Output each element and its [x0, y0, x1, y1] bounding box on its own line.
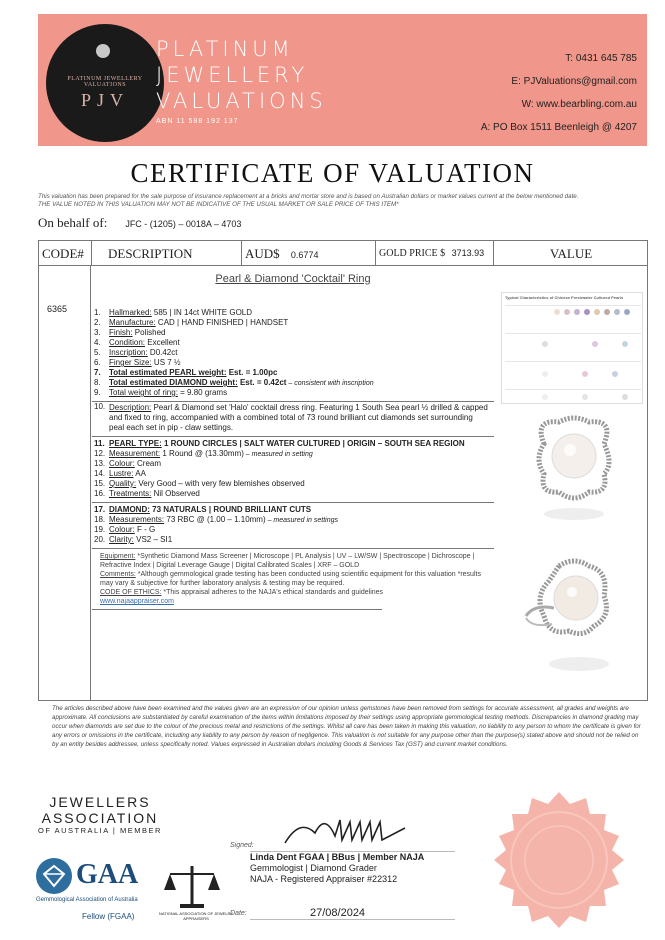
behalf-label: On behalf of:: [38, 215, 108, 230]
list-item: 17. DIAMOND: 73 NATURALS | ROUND BRILLIANT CUTS: [94, 505, 312, 514]
item-label: Hallmarked:: [109, 308, 152, 317]
date-line: [250, 919, 455, 920]
item-value: CAD | HAND FINISHED | HANDSET: [155, 318, 289, 327]
item-value: VS2 – SI1: [133, 535, 173, 544]
comments-label: Comments:: [100, 571, 136, 578]
email: E: PJValuations@gmail.com: [511, 76, 637, 87]
list-item: 13. Colour: Cream: [94, 459, 162, 468]
on-behalf-of: [38, 215, 241, 231]
list-item: 6. Finger Size: US 7 ½: [94, 358, 181, 367]
naja-scales-icon: [162, 862, 222, 910]
list-item: 16. Treatments: Nil Observed: [94, 489, 200, 498]
item-value: Nil Observed: [151, 489, 200, 498]
chart-title: Typical Characteristics of Chinese Freshwater Cultured Pearls: [505, 295, 624, 300]
pearl-icon: [564, 309, 570, 315]
list-item: 9. Total weight of ring: = 9.80 grams: [94, 388, 228, 397]
item-note: – measured in setting: [243, 451, 313, 458]
aud-header: [242, 241, 376, 266]
list-item: 1. Hallmarked: 585 | IN 14ct WHITE GOLD: [94, 308, 253, 317]
gold-label: GOLD PRICE $: [379, 248, 446, 259]
item-label: DIAMOND:: [109, 505, 150, 514]
jaa-line-1: JEWELLERS: [49, 794, 151, 810]
signature: [280, 808, 430, 850]
item-value: 585 | IN 14ct WHITE GOLD: [151, 308, 253, 317]
item-value: 73 NATURALS | ROUND BRILLIANT CUTS: [149, 505, 312, 514]
value-header: VALUE: [494, 241, 648, 266]
signer-title: Gemmologist | Diamond Grader: [250, 863, 377, 873]
item-value: D0.42ct: [147, 348, 178, 357]
item-label: Manufacture:: [109, 318, 156, 327]
item-value: Cream: [134, 459, 162, 468]
address: A: PO Box 1511 Beenleigh @ 4207: [480, 122, 637, 133]
item-value: F - G: [134, 525, 156, 534]
pearl-icon: [624, 309, 630, 315]
contact-info: [481, 47, 637, 139]
equipment-label: Equipment:: [100, 553, 136, 560]
list-item: 19. Colour: F - G: [94, 525, 156, 534]
legal-footnote: The articles described above have been examined and the values given are an expression of our opinion unless gemstones have been removed from settings for accurate assessment, all grades and weights are approximate. All conclusions are substantiated by careful examination of the items within limitations imposed by their settings using appropriate gemmological testing methods. Discrepancies in diamond grading may occur when diamonds are set due to the colour of the precious metal and restrictions of the settings. Whilst all care has been taken in making this valuation, no liability to any person to whom the certificate is given for any errors or omissions in the certificate, including any liability to any person by reason of negligence. This valuation is not suitable for any purpose other than the purpose(s) stated above and should not be relied on by an entity besides addressee, unless specifically noted. Values expressed in Australian dollars including Goods & Services Tax (GST) and current market conditions.: [52, 705, 641, 748]
item-label: Inscription:: [109, 348, 148, 357]
item-value: = 9.80 grams: [177, 388, 228, 397]
item-note: – consistent with inscription: [286, 380, 374, 387]
item-label: Finish:: [109, 328, 133, 337]
item-value: Very Good – with very few blemishes observed: [136, 479, 305, 488]
certificate-title: CERTIFICATE OF VALUATION: [130, 158, 535, 188]
gaa-diamond-icon: [36, 858, 72, 894]
jaa-line-2: ASSOCIATION: [41, 810, 159, 826]
item-label: Colour:: [109, 459, 135, 468]
item-value: Est. = 0.42ct: [237, 378, 287, 387]
website: W: www.bearbling.com.au: [521, 99, 637, 110]
valuation-table: [38, 240, 648, 701]
pearl-icon: [554, 309, 560, 315]
brand-name: [156, 36, 327, 114]
jaa-logo: [38, 794, 162, 835]
pearl-characteristics-chart: [501, 292, 643, 404]
code-header: CODE#: [39, 241, 92, 266]
list-item: 3. Finish: Polished: [94, 328, 166, 337]
code-value: 6365: [47, 304, 68, 314]
description-area: [92, 266, 494, 700]
abn-number: ABN 11 588 192 137: [156, 118, 239, 125]
item-value: US 7 ½: [151, 358, 181, 367]
list-item: 10. Description: Pearl & Diamond set 'Halo' cocktail dress ring. Featuring 1 South Sea pearl ½ drilled & capped and fixed to ring, accompanied with a combined total of 73 round brilliant cut diamonds set surrounding peal each set in pip - claw settings.: [94, 402, 488, 432]
ethics-value: *This appraisal adheres to the NAJA's ethical standards and guidelines: [161, 589, 384, 596]
pearl-icon: [542, 341, 548, 347]
item-label: Quality:: [109, 479, 137, 488]
brand-line-1: PLATINUM: [156, 37, 294, 61]
list-item: 5. Inscription: D0.42ct: [94, 348, 178, 357]
item-value: Est. = 1.00pc: [226, 368, 278, 377]
list-item: 2. Manufacture: CAD | HAND FINISHED | HANDSET: [94, 318, 289, 327]
pearl-icon: [582, 371, 588, 377]
item-value: 1 ROUND CIRCLES | SALT WATER CULTURED | ORIGIN – SOUTH SEA REGION: [161, 439, 465, 448]
item-label: Clarity:: [109, 535, 134, 544]
aud-label: AUD$: [245, 246, 280, 261]
disclaimer: [38, 193, 647, 209]
date-label: Date:: [230, 910, 247, 917]
list-item: 8. Total estimated DIAMOND weight: Est. = 0.42ct – consistent with inscription: [94, 378, 374, 387]
item-value: 73 RBC @ (1.00 – 1.10mm): [164, 515, 266, 524]
disclaimer-line-1: This valuation has been prepared for the sale purpose of insurance replacement at a bricks and mortar store and is based on Australian dollars or market values current at the below mentioned date.: [38, 193, 579, 200]
pearl-icon: [594, 309, 600, 315]
brand-line-2: JEWELLERY: [156, 63, 309, 87]
item-value: Polished: [132, 328, 166, 337]
pearl-icon: [604, 309, 610, 315]
item-label: Treatments:: [109, 489, 152, 498]
item-label: Colour:: [109, 525, 135, 534]
phone: T: 0431 645 785: [565, 53, 637, 64]
signer-block: [250, 852, 424, 885]
pearl-icon: [574, 309, 580, 315]
item-label: Measurement:: [109, 449, 161, 458]
signer-registration: NAJA - Registered Appraiser #22312: [250, 874, 398, 884]
naja-link[interactable]: www.najaappraiser.com: [100, 598, 174, 605]
aud-value: 0.6774: [290, 250, 319, 260]
pearl-icon: [622, 394, 628, 400]
company-logo: [46, 24, 164, 142]
pearl-icon: [96, 44, 110, 58]
list-item: 18. Measurements: 73 RBC @ (1.00 – 1.10mm) – measured in settings: [94, 515, 339, 524]
comments-value: *Although gemmological grade testing has been conducted using scientific equipment for this valuation *results may vary & subjective for further laboratory analysis & testing may be required.: [100, 571, 481, 587]
logo-small-text: PLATINUM JEWELLERY VALUATIONS: [67, 76, 143, 88]
item-value: Pearl & Diamond set 'Halo' cocktail dress ring. Featuring 1 South Sea pearl ½ drilled & capped and fixed to ring, accompanied with a combined total of 73 round brilliant cut diamonds set surrounding peal each set in pip - claw settings.: [109, 403, 488, 432]
header-banner: [38, 14, 647, 146]
pearl-icon: [612, 371, 618, 377]
ring-photo-top: [534, 414, 614, 524]
gold-price-header: [376, 241, 494, 266]
item-label: PEARL TYPE:: [109, 439, 162, 448]
item-label: Finger Size:: [109, 358, 152, 367]
brand-line-3: VALUATIONS: [156, 89, 327, 113]
equipment-section: [92, 549, 494, 609]
disclaimer-line-2: THE VALUE NOTED IN THIS VALUATION MAY NOT BE INDICATIVE OF THE USUAL MARKET OR SALE PRICE OF THIS ITEM*: [38, 201, 399, 208]
pearl-icon: [622, 341, 628, 347]
item-note: – measured in settings: [265, 517, 339, 524]
list-item: 20. Clarity: VS2 – SI1: [94, 535, 173, 544]
pearl-icon: [542, 371, 548, 377]
list-item: 15. Quality: Very Good – with very few blemishes observed: [94, 479, 305, 488]
item-label: Description:: [109, 403, 152, 412]
item-value: Excellent: [145, 338, 180, 347]
jaa-line-3: OF AUSTRALIA | MEMBER: [38, 826, 162, 835]
list-item: 11. PEARL TYPE: 1 ROUND CIRCLES | SALT WATER CULTURED | ORIGIN – SOUTH SEA REGION: [94, 439, 465, 448]
item-label: Total estimated DIAMOND weight:: [109, 378, 238, 387]
signed-label: Signed:: [230, 842, 254, 849]
ring-photo-side: [524, 556, 614, 676]
item-label: Total weight of ring:: [109, 388, 178, 397]
description-header: DESCRIPTION: [92, 241, 242, 266]
list-item: 14. Lustre: AA: [94, 469, 146, 478]
item-list: [92, 308, 494, 610]
item-label: Condition:: [109, 338, 146, 347]
behalf-value: JFC - (1205) – 0018A – 4703: [125, 219, 242, 229]
list-item: 12. Measurement: 1 Round @ (13.30mm) – measured in setting: [94, 449, 313, 458]
valuation-date: 27/08/2024: [310, 907, 366, 919]
item-value: AA: [133, 469, 146, 478]
ethics-label: CODE OF ETHICS:: [100, 589, 162, 596]
embossed-seal: [474, 790, 644, 930]
pearl-icon: [592, 341, 598, 347]
item-label: Total estimated PEARL weight:: [109, 368, 227, 377]
signer-name: Linda Dent FGAA | BBus | Member NAJA: [250, 852, 425, 862]
list-item: 7. Total estimated PEARL weight: Est. = 1.00pc: [94, 368, 278, 377]
pearl-icon: [614, 309, 620, 315]
gold-value: 3713.93: [451, 248, 485, 258]
ring-title-text: Pearl & Diamond 'Cocktail' Ring: [215, 273, 371, 285]
item-label: Measurements:: [109, 515, 165, 524]
gaa-subtitle: Gemmological Association of Australia: [36, 897, 138, 903]
gaa-logo-text: GAA: [76, 859, 139, 890]
item-value: 1 Round @ (13.30mm): [160, 449, 244, 458]
list-item: 4. Condition: Excellent: [94, 338, 180, 347]
item-label: Lustre:: [109, 469, 134, 478]
fellow-label: Fellow (FGAA): [82, 912, 135, 921]
ring-title: [92, 273, 494, 285]
naja-label: NATIONAL ASSOCIATION OF JEWELRY APPRAISERS: [158, 911, 234, 921]
equipment-value: *Synthetic Diamond Mass Screener | Microscope | PL Analysis | UV – LW/SW | Spectroscope | Dichroscope | Refractive Index | Digital Leverage Gauge | Digital Calibrated Scales | XRF – GOLD: [100, 553, 475, 569]
pearl-icon: [582, 394, 588, 400]
pearl-icon: [542, 394, 548, 400]
pearl-icon: [584, 309, 590, 315]
code-column: [39, 266, 91, 700]
logo-initials: PJV: [80, 90, 129, 110]
value-column: [494, 266, 648, 700]
